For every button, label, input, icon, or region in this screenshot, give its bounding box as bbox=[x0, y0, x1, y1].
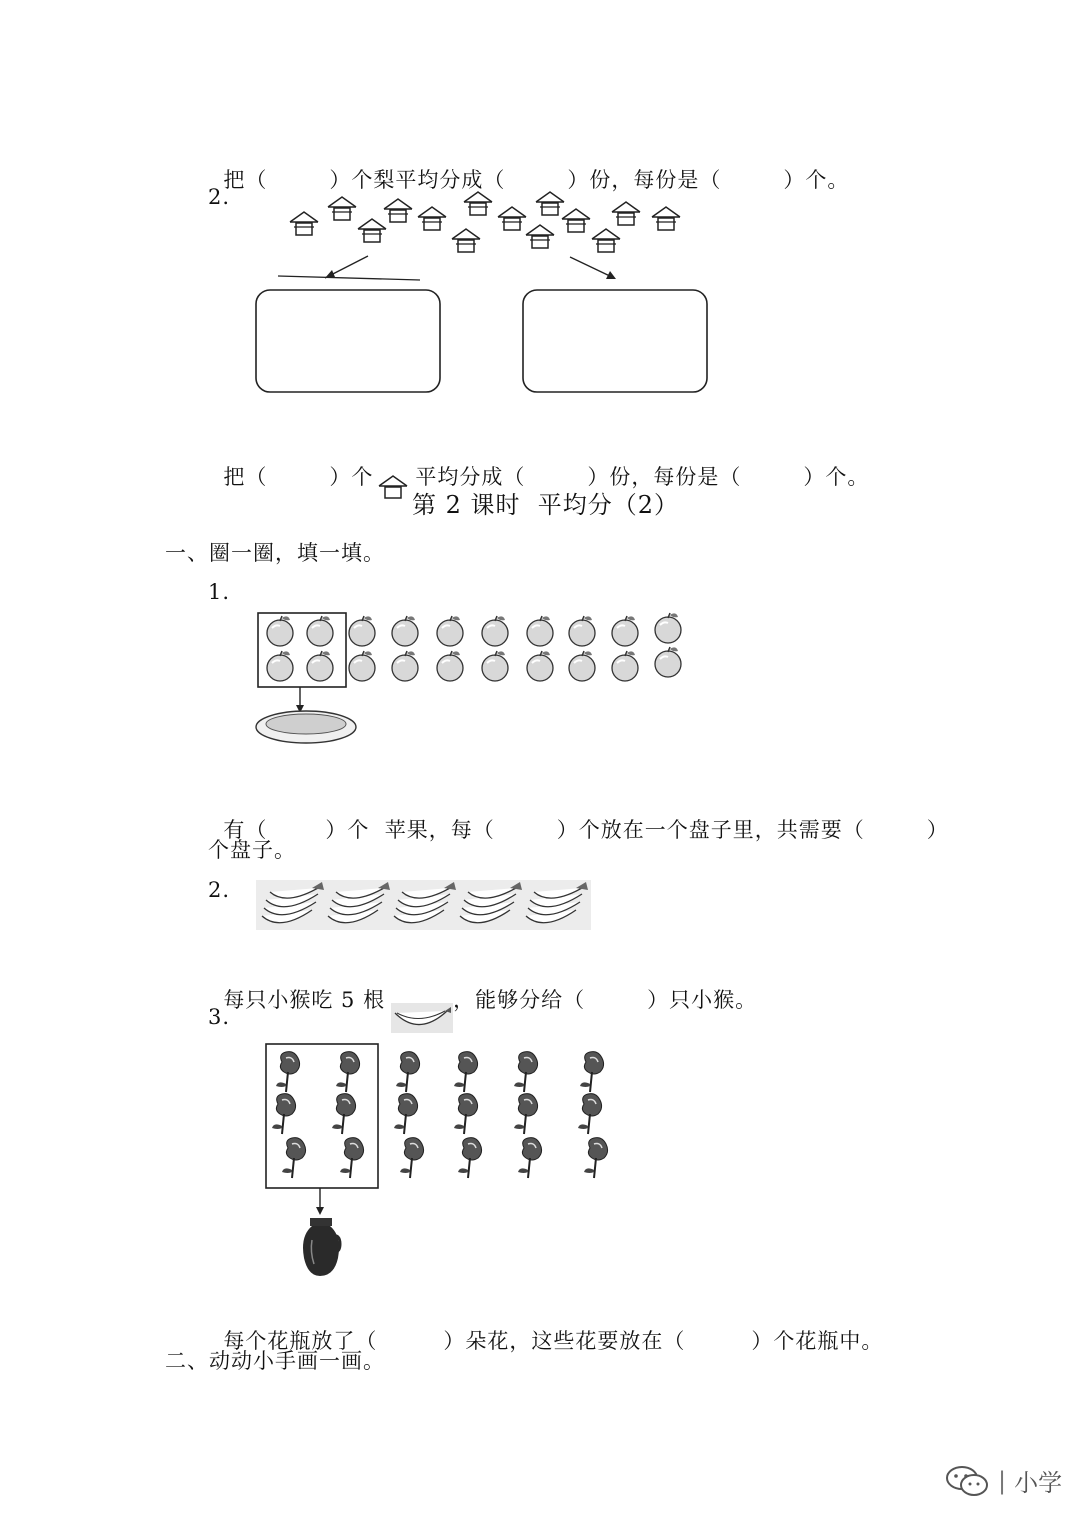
apple-icon bbox=[392, 651, 418, 681]
plate-icon bbox=[256, 711, 356, 743]
banana-icon bbox=[391, 1003, 453, 1033]
house-icon bbox=[358, 219, 386, 242]
flower-icon bbox=[400, 1138, 424, 1178]
wechat-icon bbox=[944, 1464, 990, 1498]
bananas-figure bbox=[256, 876, 591, 932]
flower-icon bbox=[454, 1094, 478, 1134]
house-icon bbox=[290, 212, 318, 235]
vase-icon bbox=[303, 1218, 340, 1276]
flower-icon bbox=[580, 1052, 604, 1092]
flower-icon bbox=[514, 1052, 538, 1092]
house-icon bbox=[652, 207, 680, 230]
house-icon bbox=[562, 209, 590, 232]
flower-icon bbox=[332, 1094, 356, 1134]
houses-division-diagram bbox=[250, 250, 730, 400]
house-icon bbox=[612, 202, 640, 225]
pears-sentence: 把（ ）个梨平均分成（ ）份，每份是（ ）个。 bbox=[223, 168, 850, 192]
apple-icon bbox=[655, 613, 681, 643]
apples-figure bbox=[250, 605, 720, 755]
q3-number: 3. bbox=[208, 1005, 231, 1029]
flower-icon bbox=[454, 1052, 478, 1092]
house-icon bbox=[498, 207, 526, 230]
flower-icon bbox=[276, 1052, 300, 1092]
flower-icon bbox=[336, 1052, 360, 1092]
apple-icon bbox=[482, 651, 508, 681]
flower-icon bbox=[514, 1094, 538, 1134]
q1-sentence-line2: 个盘子。 bbox=[208, 838, 296, 862]
house-icon bbox=[526, 225, 554, 248]
watermark-text: 小学 bbox=[1014, 1469, 1063, 1497]
q3-sentence: 每个花瓶放了（ ）朵花，这些花要放在（ ）个花瓶中。 bbox=[223, 1329, 884, 1353]
lesson-title: 第 2 课时 平均分（2） bbox=[412, 491, 680, 519]
house-icon bbox=[536, 192, 564, 215]
flower-icon bbox=[282, 1138, 306, 1178]
apple-icon bbox=[437, 616, 463, 646]
apple-icon bbox=[612, 616, 638, 646]
apple-icon bbox=[482, 616, 508, 646]
apple-icon bbox=[307, 616, 333, 646]
houses-sentence: 把（ ）个 平均分成（ ）份，每份是（ ）个。 bbox=[208, 437, 869, 491]
apple-icon bbox=[655, 647, 681, 677]
apple-icon bbox=[267, 651, 293, 681]
house-icon bbox=[452, 229, 480, 252]
apple-icon bbox=[307, 651, 333, 681]
flower-icon bbox=[518, 1138, 542, 1178]
flower-icon bbox=[584, 1138, 608, 1178]
apple-icon bbox=[612, 651, 638, 681]
house-icon bbox=[377, 474, 409, 500]
house-icon bbox=[418, 207, 446, 230]
apple-icon bbox=[349, 616, 375, 646]
right-answer-box bbox=[523, 290, 707, 392]
apple-icon bbox=[392, 616, 418, 646]
flowers-figure bbox=[260, 1040, 620, 1280]
apple-icon bbox=[569, 651, 595, 681]
q2-sentence: 每只小猴吃 5 根 ，能够分给（ ）只小猴。 bbox=[208, 960, 757, 1014]
apple-icon bbox=[437, 651, 463, 681]
flower-icon bbox=[458, 1138, 482, 1178]
flower-icon bbox=[396, 1052, 420, 1092]
house-icon bbox=[592, 229, 620, 252]
house-icon bbox=[464, 192, 492, 215]
apple-icon bbox=[527, 616, 553, 646]
houses-question-number: 2. bbox=[208, 185, 231, 209]
apple-icon bbox=[569, 616, 595, 646]
house-icon bbox=[328, 197, 356, 220]
section1-heading: 一、圈一圈，填一填。 bbox=[165, 541, 385, 565]
flower-icon bbox=[272, 1094, 296, 1134]
q2-number: 2. bbox=[208, 878, 231, 902]
watermark: | 小学 bbox=[944, 1463, 1062, 1498]
q1-sentence-line1: 有（ ）个 苹果，每（ ）个放在一个盘子里，共需要（ ） bbox=[223, 818, 949, 842]
flower-icon bbox=[340, 1138, 364, 1178]
flower-icon bbox=[394, 1094, 418, 1134]
apple-icon bbox=[349, 651, 375, 681]
apple-icon bbox=[527, 651, 553, 681]
flower-icon bbox=[578, 1094, 602, 1134]
apple-icon bbox=[267, 616, 293, 646]
left-answer-box bbox=[256, 290, 440, 392]
q1-number: 1. bbox=[208, 580, 231, 604]
section2-heading: 二、动动小手画一画。 bbox=[165, 1349, 385, 1373]
house-icon bbox=[384, 199, 412, 222]
